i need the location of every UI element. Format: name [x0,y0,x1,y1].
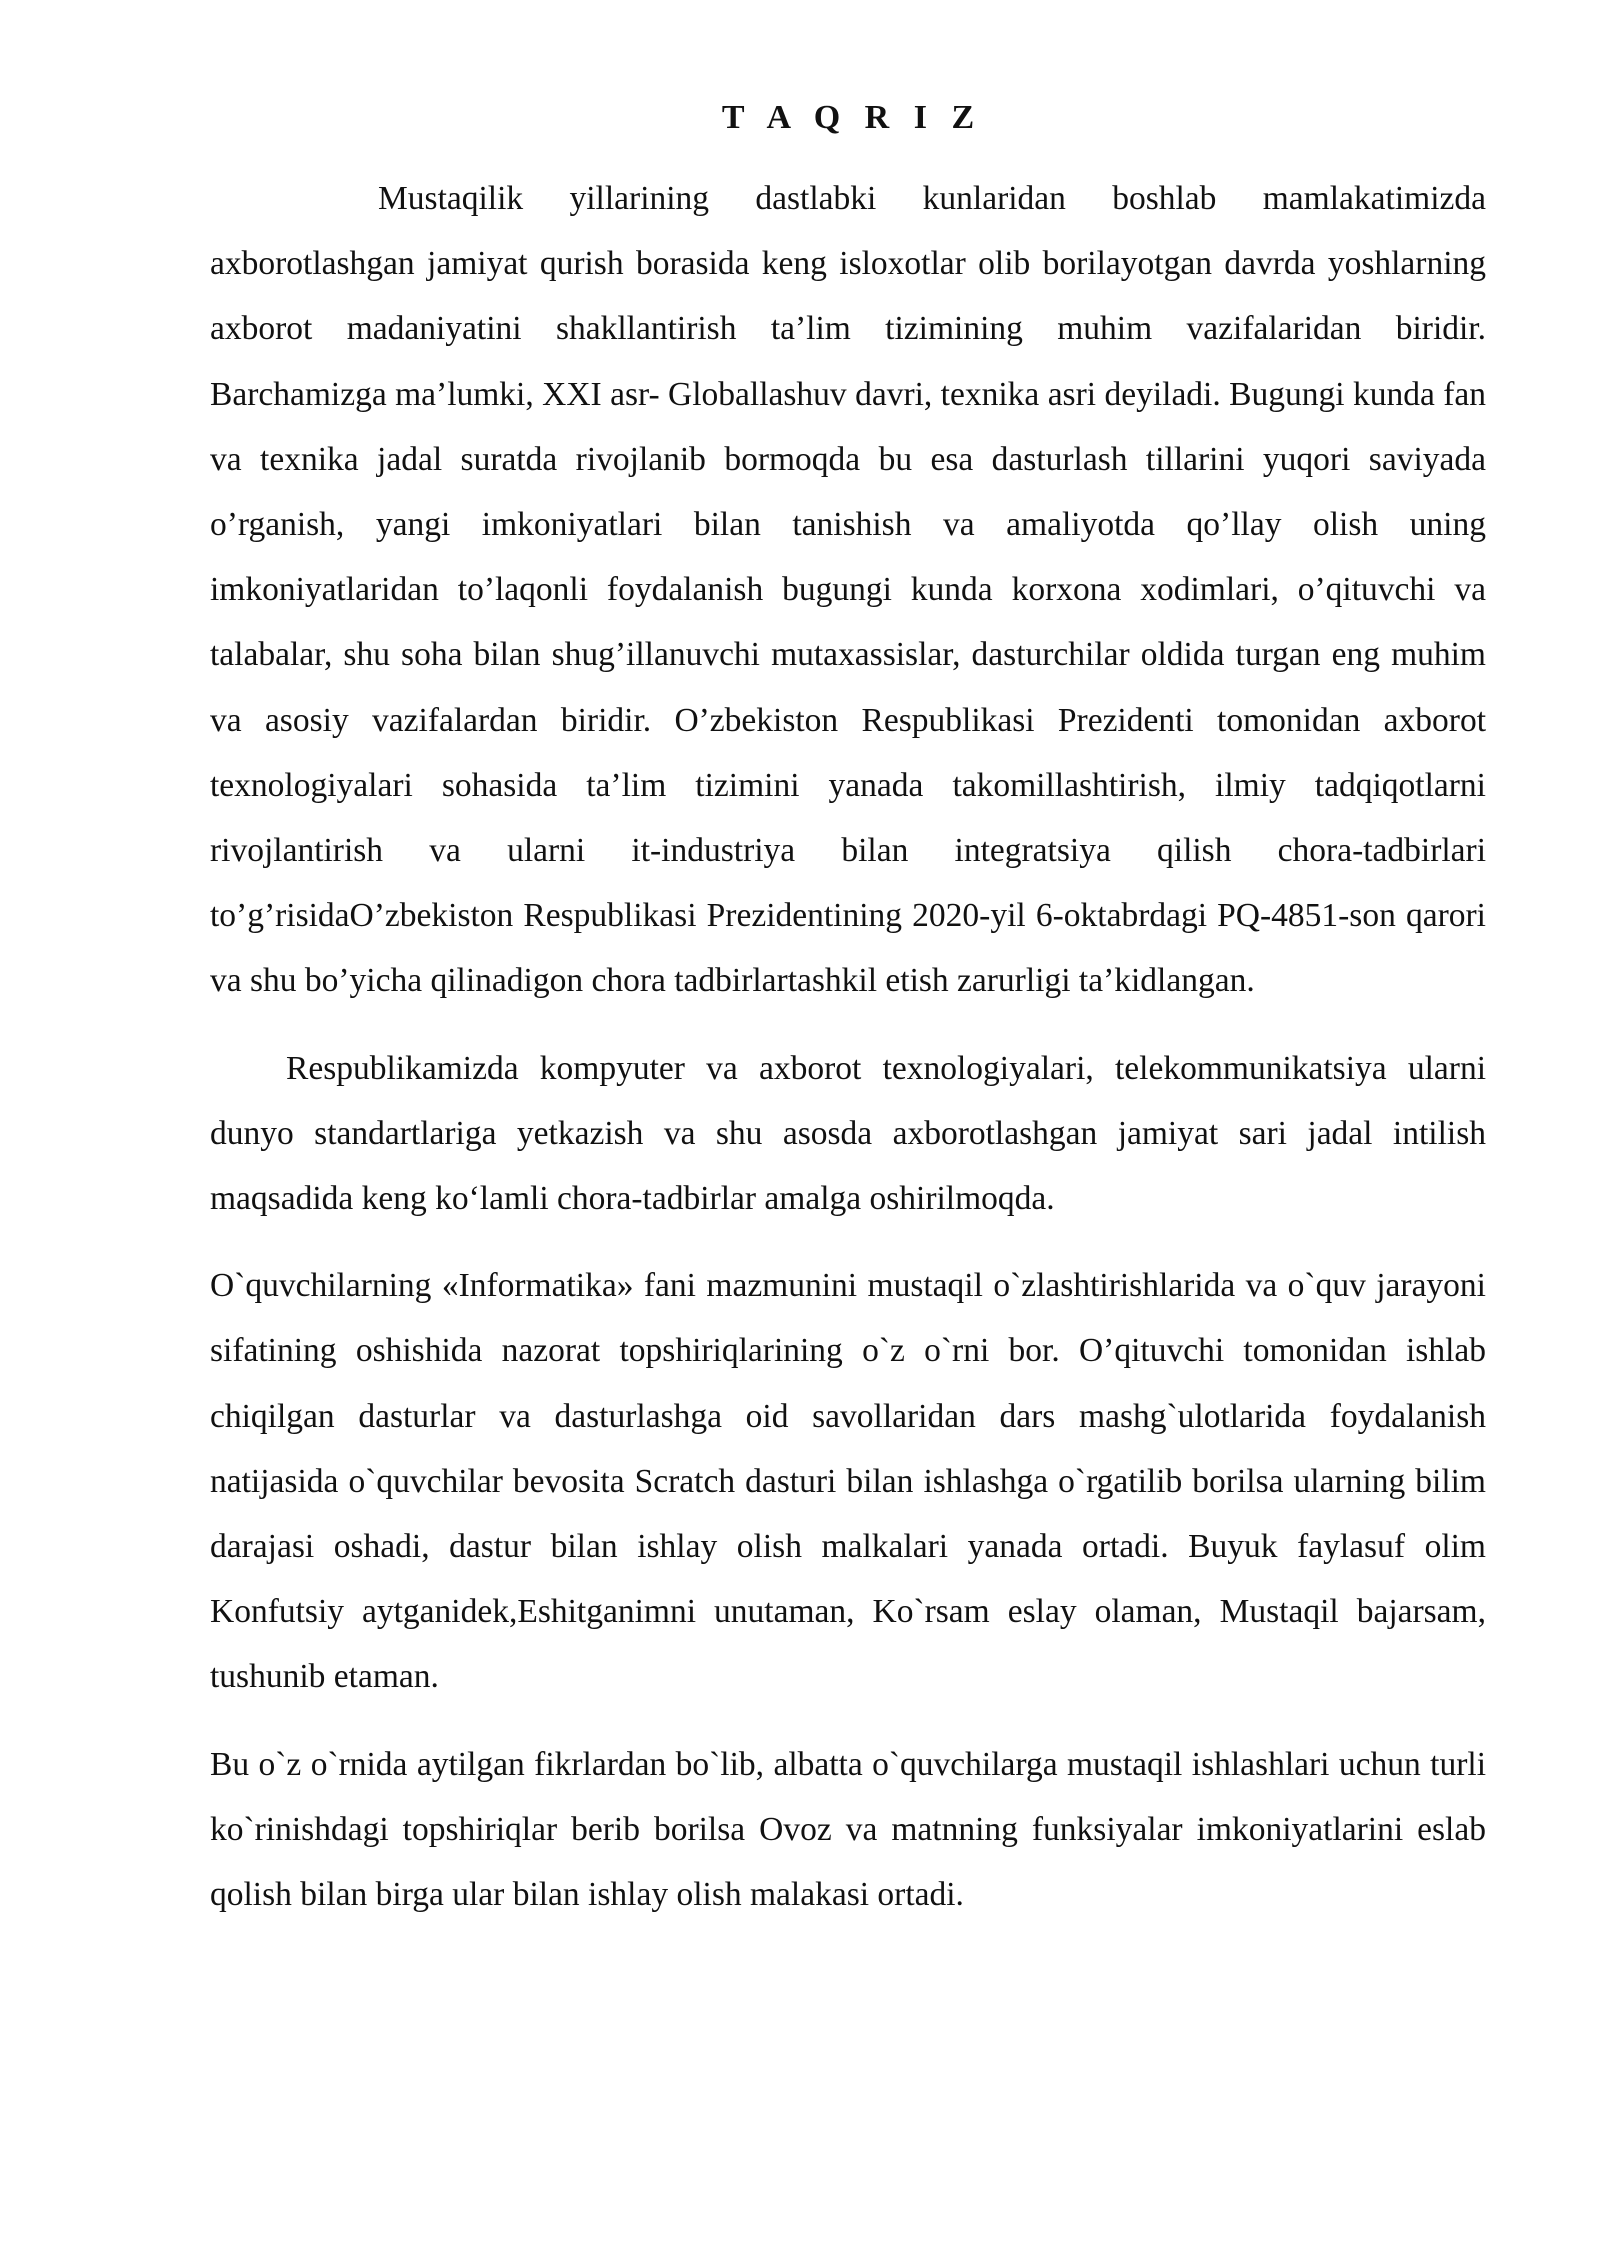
document-body [210,92,1486,1927]
paragraph-2: Respublikamizda kompyuter va axborot texnologiyalari, telekommunikatsiya ularni dunyo standartlariga yetkazish va shu asosda axborotlashgan jamiyat sari jadal intilish maqsadida keng ko‘lamli chora-tadbirlar amalga oshirilmoqda. [210,1049,1486,1218]
document-title: T A Q R I Z [721,99,983,136]
paragraph-1: Mustaqilik yillarining dastlabki kunlaridan boshlab mamlakatimizda axborotlashgan jamiyat qurish borasida keng isloxotlar olib borilayotgan davrda yoshlarning axborot madaniyatini shakllantirish ta’lim tizimining muhim vazifalaridan biridir. Barchamizga ma’lumki, XXI asr- Globallashuv davri, texnika asri deyiladi. Bugungi kunda fan va texnika jadal suratda rivojlanib bormoqda bu esa dasturlash tillarini yuqori saviyada o’rganish, yangi imkoniyatlari bilan tanishish va amaliyotda qo’llay olish uning imkoniyatlaridan to’laqonli foydalanish bugungi kunda korxona xodimlari, o’qituvchi va talabalar, shu soha bilan shug’illanuvchi mutaxassislar, dasturchilar oldida turgan eng muhim va asosiy vazifalardan biridir. O’zbekiston Respublikasi Prezidenti tomonidan axborot texnologiyalari sohasida ta’lim tizimini yanada takomillashtirish, ilmiy tadqiqotlarni rivojlantirish va ularni it-industriya bilan integratsiya qilish chora-tadbirlari to’g’risidaO’zbekiston Respublikasi Prezidentining 2020-yil 6-oktabrdagi PQ-4851-son qarori va shu bo’yicha qilinadigon chora tadbirlartashkil etish zarurligi ta’kidlangan. [210,180,1486,1000]
paragraph-3: O`quvchilarning «Informatika» fani mazmunini mustaqil o`zlashtirishlarida va o`quv jarayoni sifatining oshishida nazorat topshiriqlarining o`z o`rni bor. O’qituvchi tomonidan ishlab chiqilgan dasturlar va dasturlashga oid savollaridan dars mashg`ulotlarida foydalanish natijasida o`quvchilar bevosita Scratch dasturi bilan ishlashga o`rgatilib borilsa ularning bilim darajasi oshadi, dastur bilan ishlay olish malkalari yanada ortadi. Buyuk faylasuf olim Konfutsiy aytganidek,Eshitganimni unutaman, Ko`rsam eslay olaman, Mustaqil bajarsam, tushunib etaman. [210,1267,1486,1696]
paragraph-4: Bu o`z o`rnida aytilgan fikrlardan bo`lib, albatta o`quvchilarga mustaqil ishlashlari uchun turli ko`rinishdagi topshiriqlar berib borilsa Ovoz va matnning funksiyalar imkoniyatlarini eslab qolish bilan birga ular bilan ishlay olish malakasi ortadi. [210,1745,1486,1914]
